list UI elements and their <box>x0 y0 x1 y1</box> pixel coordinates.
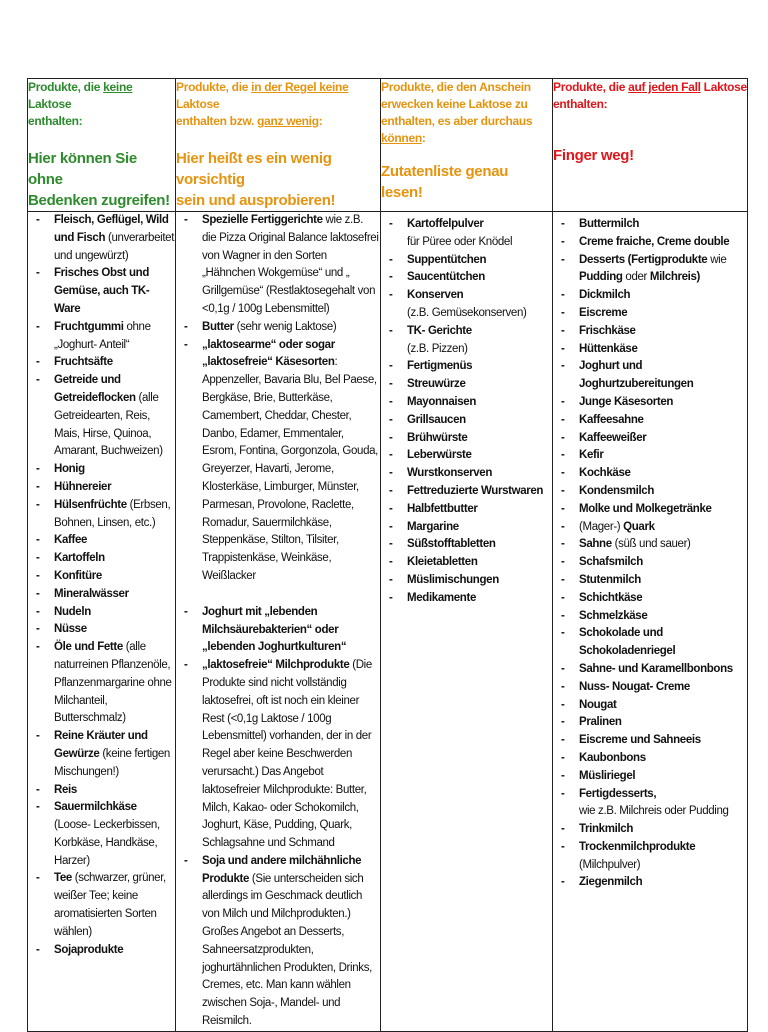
body-col-3 <box>381 212 553 1032</box>
bullet-marker: - <box>561 716 565 729</box>
item-name: Suppentütchen <box>407 253 487 266</box>
item-name: Kaffeeweißer <box>579 431 647 444</box>
list-item <box>381 323 552 359</box>
item-name: Konfitüre <box>54 569 102 582</box>
list-item <box>28 586 175 604</box>
list-item <box>553 465 747 483</box>
item-name: Quark <box>623 520 655 533</box>
header-col-2 <box>176 79 381 212</box>
bullet-marker: - <box>561 823 565 836</box>
list-item <box>553 697 747 715</box>
item-name: Konserven <box>407 289 464 302</box>
item-name: Fruchtgummi <box>54 320 124 333</box>
list-item <box>553 358 747 394</box>
bullet-marker: - <box>561 342 565 355</box>
bullet-marker: - <box>184 214 188 226</box>
bullet-marker: - <box>561 235 565 248</box>
bullet-marker: - <box>561 751 565 764</box>
list-item <box>381 216 552 252</box>
item-note: (keine fertigen Mischungen!) <box>54 747 170 778</box>
item-name: Fettreduzierte Wurstwaren <box>407 484 544 497</box>
list-item <box>553 394 747 412</box>
header-col-1-intro: Produkte, die keine Laktose enthalten: <box>28 80 133 128</box>
item-detail: (z.B. Pizzen) <box>407 342 468 355</box>
item-name: Kartoffeln <box>54 552 105 565</box>
list-item <box>553 447 747 465</box>
bullet-marker: - <box>36 605 40 618</box>
item-name: Milchreis) <box>649 271 701 284</box>
bullet-marker: - <box>561 876 565 889</box>
list-item <box>381 572 552 590</box>
bullet-marker: - <box>389 484 393 497</box>
bullet-marker: - <box>561 698 565 711</box>
bullet-marker: - <box>389 520 393 533</box>
list-item <box>381 252 552 270</box>
item-name: Schafsmilch <box>579 556 643 569</box>
header-col-1-title: Hier können Sie ohne Bedenken zugreifen! <box>28 150 170 209</box>
header-col-3-title: Zutatenliste genau lesen! <box>381 163 509 201</box>
item-note: (alle Getreidearten, Reis, Mais, Hirse, Quinoa, Amarant, Buchweizen) <box>54 391 163 458</box>
item-name: Ziegenmilch <box>579 876 643 889</box>
bullet-marker: - <box>561 484 565 497</box>
item-name: Leberwürste <box>407 449 472 462</box>
list-item <box>381 358 552 376</box>
list-item <box>553 768 747 786</box>
list-item <box>381 447 552 465</box>
list-item <box>553 839 747 875</box>
bullet-marker: - <box>389 431 393 444</box>
bullet-marker: - <box>36 356 40 369</box>
body-col-1 <box>28 212 176 1032</box>
item-note: wie z.B. die Pizza Original Balance laktosefrei von Wagner in den Sorten „Hähnchen Wokgemüse“ und „ Grillgemüse“ (Restlaktosegehalt von <0,1g / 100g Lebensmittel) <box>202 214 379 315</box>
item-name: Stutenmilch <box>579 573 641 586</box>
item-name: Creme fraiche, Creme double <box>579 235 730 248</box>
item-name: Streuwürze <box>407 378 466 391</box>
list-item <box>176 853 380 1031</box>
bullet-marker: - <box>389 253 393 266</box>
list-item <box>381 483 552 501</box>
item-name: Eiscreme <box>579 306 628 319</box>
item-name: Grillsaucen <box>407 413 466 426</box>
list-item <box>553 732 747 750</box>
list-item <box>381 394 552 412</box>
item-name: Schokolade und Schokoladenriegel <box>579 627 676 658</box>
item-name: Trinkmilch <box>579 823 634 836</box>
list-item <box>553 252 747 288</box>
item-name: Joghurt mit „lebenden Milchsäurebakterien“ oder „lebenden Joghurtkulturen“ <box>202 605 347 654</box>
list-item <box>553 216 747 234</box>
list-item <box>553 590 747 608</box>
header-row <box>28 79 748 212</box>
item-note: (Milchpulver) <box>579 858 641 871</box>
list-item <box>553 572 747 590</box>
list-item <box>553 714 747 732</box>
list-item <box>553 305 747 323</box>
bullet-marker: - <box>389 502 393 515</box>
item-name: Kaffee <box>54 534 88 547</box>
list-item <box>553 287 747 305</box>
item-name: Schichtkäse <box>579 591 643 604</box>
item-note: (Loose- Leckerbissen, Korbkäse, Handkäse, Harzer) <box>54 819 160 867</box>
list-item <box>28 265 175 318</box>
list-item <box>28 372 175 461</box>
list-item <box>553 483 747 501</box>
bullet-marker: - <box>36 534 40 547</box>
item-name: Pralinen <box>579 716 622 729</box>
item-name: Kleietabletten <box>407 556 478 569</box>
list-item <box>28 639 175 728</box>
bullet-marker: - <box>561 289 565 302</box>
list-item <box>28 728 175 781</box>
item-name: Frisches Obst und Gemüse, auch TK- Ware <box>54 267 150 315</box>
item-name: Saucentütchen <box>407 271 485 284</box>
list-item <box>553 625 747 661</box>
bullet-marker: - <box>184 338 188 351</box>
list-item <box>553 412 747 430</box>
item-note: : <box>334 356 338 369</box>
item-name: Trockenmilchprodukte <box>579 840 696 853</box>
item-name: Molke und Molkegetränke <box>579 502 712 515</box>
bullet-marker: - <box>389 538 393 551</box>
item-note: oder <box>622 271 650 284</box>
list-item <box>381 465 552 483</box>
list-item <box>176 319 380 337</box>
list-item <box>553 323 747 341</box>
list-item <box>381 536 552 554</box>
item-name: Kaubonbons <box>579 751 646 764</box>
bullet-marker: - <box>389 289 393 302</box>
list-item <box>553 430 747 448</box>
list-item <box>553 661 747 679</box>
list-item <box>28 942 175 960</box>
item-name: „laktosefreie“ Milchprodukte <box>202 659 350 672</box>
bullet-marker: - <box>561 573 565 586</box>
item-name: Nougat <box>579 698 617 711</box>
item-name: Kefir <box>579 449 604 462</box>
item-name: Kaffeesahne <box>579 413 644 426</box>
item-name: Desserts (Fertigprodukte <box>579 253 708 266</box>
header-col-4-intro: Produkte, die auf jeden Fall Laktose enthalten: <box>553 80 747 111</box>
list-item <box>381 501 552 519</box>
list-hidden-lactose <box>381 216 552 608</box>
list-item <box>176 337 380 586</box>
list-item <box>553 786 747 822</box>
item-name: Honig <box>54 463 85 476</box>
bullet-marker: - <box>184 659 188 672</box>
item-name: Pudding <box>579 271 623 284</box>
item-name: Süßstofftabletten <box>407 538 496 551</box>
bullet-marker: - <box>389 556 393 569</box>
bullet-marker: - <box>561 502 565 515</box>
list-item <box>28 782 175 800</box>
bullet-marker: - <box>36 498 40 511</box>
bullet-marker: - <box>561 680 565 693</box>
bullet-marker: - <box>36 801 40 814</box>
item-name: Müslimischungen <box>407 573 499 586</box>
list-item <box>28 604 175 622</box>
item-name: Buttermilch <box>579 218 640 230</box>
item-name: Spezielle Fertiggerichte <box>202 214 323 226</box>
item-note: (schwarzer, grüner, weißer Tee; keine aromatisierten Sorten wählen) <box>54 872 166 938</box>
item-note: (Die Produkte sind nicht vollständig laktosefrei, oft ist noch ein kleiner Rest (<0,1g Laktose / 100g Lebensmittel) vorhanden, der in der Regel aber keine Beschwerden verursacht.) Das Angebot laktosefreier Milchprodukte: Butter, Milch, Kakao- oder Schokomilch, Joghurt, Käse, Pudding, Quark, Schlagsahne und Schmand <box>202 659 372 850</box>
header-col-2-intro: Produkte, die in der Regel keine Laktose enthalten bzw. ganz wenig: <box>176 80 349 128</box>
item-note: (süß und sauer) <box>611 538 691 551</box>
item-name: Margarine <box>407 520 459 533</box>
list-item <box>553 821 747 839</box>
bullet-marker: - <box>389 395 393 408</box>
bullet-marker: - <box>389 271 393 284</box>
list-item <box>381 287 552 323</box>
list-item <box>28 799 175 870</box>
list-item <box>553 501 747 519</box>
item-name: Sahne <box>579 538 612 551</box>
item-detail: Appenzeller, Bavaria Blu, Bel Paese, Bergkäse, Brie, Butterkäse, Camembert, Cheddar, Chester, Danbo, Edamer, Emmentaler, Esrom, Fontina, Gorgonzola, Gouda, Greyerzer, Havarti, Jerome, Klosterkäse, Limburger, Münster, Parmesan, Provolone, Raclette, Romadur, Sauermilchkäse, Steppenkäse, Stilton, Tilsiter, Trappistenkäse, Weinkäse, Weißlacker <box>202 374 379 582</box>
bullet-marker: - <box>389 573 393 586</box>
bullet-marker: - <box>389 378 393 391</box>
bullet-marker: - <box>561 556 565 569</box>
bullet-marker: - <box>389 591 393 604</box>
item-name: Öle und Fette <box>54 641 123 654</box>
header-col-4-title: Finger weg! <box>553 147 634 164</box>
item-name: Kartoffelpulver <box>407 218 484 230</box>
bullet-marker: - <box>184 605 188 618</box>
bullet-marker: - <box>389 449 393 462</box>
list-item <box>28 354 175 372</box>
item-name: Reine Kräuter und Gewürze <box>54 730 148 760</box>
item-name: Nüsse <box>54 623 87 636</box>
bullet-marker: - <box>561 520 565 533</box>
list-item <box>553 608 747 626</box>
bullet-marker: - <box>561 769 565 782</box>
bullet-marker: - <box>561 360 565 373</box>
bullet-marker: - <box>389 218 393 230</box>
header-col-2-title: Hier heißt es ein wenig vorsichtig sein und ausprobieren! <box>176 150 336 209</box>
item-name: Tee <box>54 872 72 885</box>
list-no-lactose <box>28 212 175 959</box>
lactose-table <box>27 78 748 1032</box>
list-item <box>176 604 380 657</box>
item-name: Hüttenkäse <box>579 342 638 355</box>
item-name: Dickmilch <box>579 289 631 302</box>
item-name: Nudeln <box>54 605 91 618</box>
bullet-marker: - <box>561 840 565 853</box>
item-note: (sehr wenig Laktose) <box>233 320 337 333</box>
item-name: Soja und andere milchähnliche Produkte <box>202 854 362 885</box>
bullet-marker: - <box>561 413 565 426</box>
item-name: Fleisch, Geflügel, Wild und Fisch <box>54 214 169 244</box>
item-name: Fruchtsäfte <box>54 356 113 369</box>
item-name: TK- Gerichte <box>407 324 472 337</box>
list-item <box>28 532 175 550</box>
item-name: „laktosearme“ oder sogar „laktosefreie“ Käsesorten <box>202 338 335 369</box>
item-name: Fertigdesserts, <box>579 787 657 800</box>
item-detail: für Püree oder Knödel <box>407 235 513 248</box>
bullet-marker: - <box>561 609 565 622</box>
item-name: Sauermilchkäse <box>54 801 137 814</box>
bullet-marker: - <box>36 943 40 956</box>
list-little-lactose <box>176 212 380 1031</box>
bullet-marker: - <box>561 449 565 462</box>
item-note: (Erbsen, Bohnen, Linsen, etc.) <box>54 498 171 529</box>
list-item <box>553 750 747 768</box>
list-item <box>381 412 552 430</box>
item-name: Brühwürste <box>407 431 468 444</box>
list-item <box>381 376 552 394</box>
list-item <box>553 874 747 892</box>
bullet-marker: - <box>36 480 40 493</box>
list-item <box>28 621 175 639</box>
bullet-marker: - <box>561 306 565 319</box>
item-name: Hühnereier <box>54 480 112 493</box>
bullet-marker: - <box>561 395 565 408</box>
bullet-marker: - <box>389 324 393 337</box>
bullet-marker: - <box>389 467 393 480</box>
item-name: Junge Käsesorten <box>579 395 674 408</box>
item-name: Sojaprodukte <box>54 943 124 956</box>
list-item <box>28 497 175 533</box>
item-name: Medikamente <box>407 591 477 604</box>
bullet-marker: - <box>36 214 40 226</box>
bullet-marker: - <box>36 320 40 333</box>
bullet-marker: - <box>561 467 565 480</box>
item-name: Sahne- und Karamellbonbons <box>579 662 733 675</box>
header-col-3 <box>381 79 553 212</box>
header-col-3-intro: Produkte, die den Anschein erwecken keine Laktose zu enthalten, es aber durchaus können: <box>381 80 533 145</box>
list-item <box>176 657 380 853</box>
list-item <box>28 319 175 355</box>
item-name: Schmelzkäse <box>579 609 648 622</box>
item-note: (Mager-) <box>579 520 624 533</box>
item-name: Hülsenfrüchte <box>54 498 127 511</box>
item-name: Eiscreme und Sahneeis <box>579 734 701 747</box>
item-note: (unverarbeitet und ungewürzt) <box>54 231 175 262</box>
bullet-marker: - <box>184 320 188 333</box>
header-col-1 <box>28 79 176 212</box>
list-item <box>28 550 175 568</box>
bullet-marker: - <box>36 569 40 582</box>
list-item <box>553 519 747 537</box>
bullet-marker: - <box>36 623 40 636</box>
list-item <box>381 590 552 608</box>
item-name: Kondensmilch <box>579 484 655 497</box>
item-name: Getreide und Getreideflocken <box>54 374 136 404</box>
item-note: wie <box>707 253 727 266</box>
item-name: Mayonnaisen <box>407 395 477 408</box>
bullet-marker: - <box>389 360 393 373</box>
item-name: Frischkäse <box>579 324 636 337</box>
bullet-marker: - <box>561 253 565 266</box>
bullet-marker: - <box>36 587 40 600</box>
bullet-marker: - <box>561 324 565 337</box>
bullet-marker: - <box>184 854 188 867</box>
list-item <box>381 519 552 537</box>
list-item <box>176 212 380 319</box>
item-name: Müsliriegel <box>579 769 636 782</box>
bullet-marker: - <box>36 374 40 387</box>
header-col-4 <box>553 79 748 212</box>
bullet-marker: - <box>36 552 40 565</box>
bullet-marker: - <box>561 538 565 551</box>
item-note: (alle naturreinen Pflanzenöle, Pflanzenmargarine ohne Milchanteil, Butterschmalz) <box>54 641 172 725</box>
item-detail: (z.B. Gemüsekonserven) <box>407 306 527 319</box>
body-row <box>28 212 748 1032</box>
bullet-marker: - <box>561 734 565 747</box>
item-name: Reis <box>54 783 77 796</box>
item-name: Fertigmenüs <box>407 360 473 373</box>
list-item <box>28 479 175 497</box>
list-item <box>381 430 552 448</box>
body-col-4 <box>553 212 748 1032</box>
bullet-marker: - <box>36 783 40 796</box>
list-item <box>28 870 175 941</box>
list-item <box>553 679 747 697</box>
list-item <box>381 554 552 572</box>
bullet-marker: - <box>561 787 565 800</box>
list-item <box>553 341 747 359</box>
item-note: ohne „Joghurt- Anteil“ <box>54 320 151 351</box>
list-item <box>381 269 552 287</box>
bullet-marker: - <box>561 627 565 640</box>
item-detail: wie z.B. Milchreis oder Pudding <box>579 805 729 818</box>
bullet-marker: - <box>561 218 565 230</box>
bullet-marker: - <box>36 267 40 280</box>
item-name: Kochkäse <box>579 467 631 480</box>
item-name: Wurstkonserven <box>407 467 493 480</box>
bullet-marker: - <box>36 463 40 476</box>
list-item <box>553 234 747 252</box>
item-name: Halbfettbutter <box>407 502 478 515</box>
list-contains-lactose <box>553 216 747 892</box>
list-item <box>553 536 747 554</box>
bullet-marker: - <box>561 662 565 675</box>
bullet-marker: - <box>36 730 40 743</box>
item-name: Nuss- Nougat- Creme <box>579 680 690 693</box>
bullet-marker: - <box>36 641 40 654</box>
bullet-marker: - <box>561 591 565 604</box>
bullet-marker: - <box>561 431 565 444</box>
item-name: Butter <box>202 320 234 333</box>
bullet-marker: - <box>36 872 40 885</box>
item-name: Mineralwässer <box>54 587 129 600</box>
list-item <box>28 212 175 265</box>
body-col-2 <box>176 212 381 1032</box>
item-note: (Sie unterscheiden sich allerdings im Geschmack deutlich von Milch und Milchprodukten.) Großes Angebot an Desserts, Sahneersatzprodukten, joghurtähnlichen Produkten, Drinks, Cremes, etc. Man kann wählen zwischen Soja-, Mandel- und Reismilch. <box>202 872 372 1028</box>
item-name: Joghurt und Joghurtzubereitungen <box>579 360 694 391</box>
list-item <box>28 568 175 586</box>
list-item <box>28 461 175 479</box>
bullet-marker: - <box>389 413 393 426</box>
list-item <box>553 554 747 572</box>
